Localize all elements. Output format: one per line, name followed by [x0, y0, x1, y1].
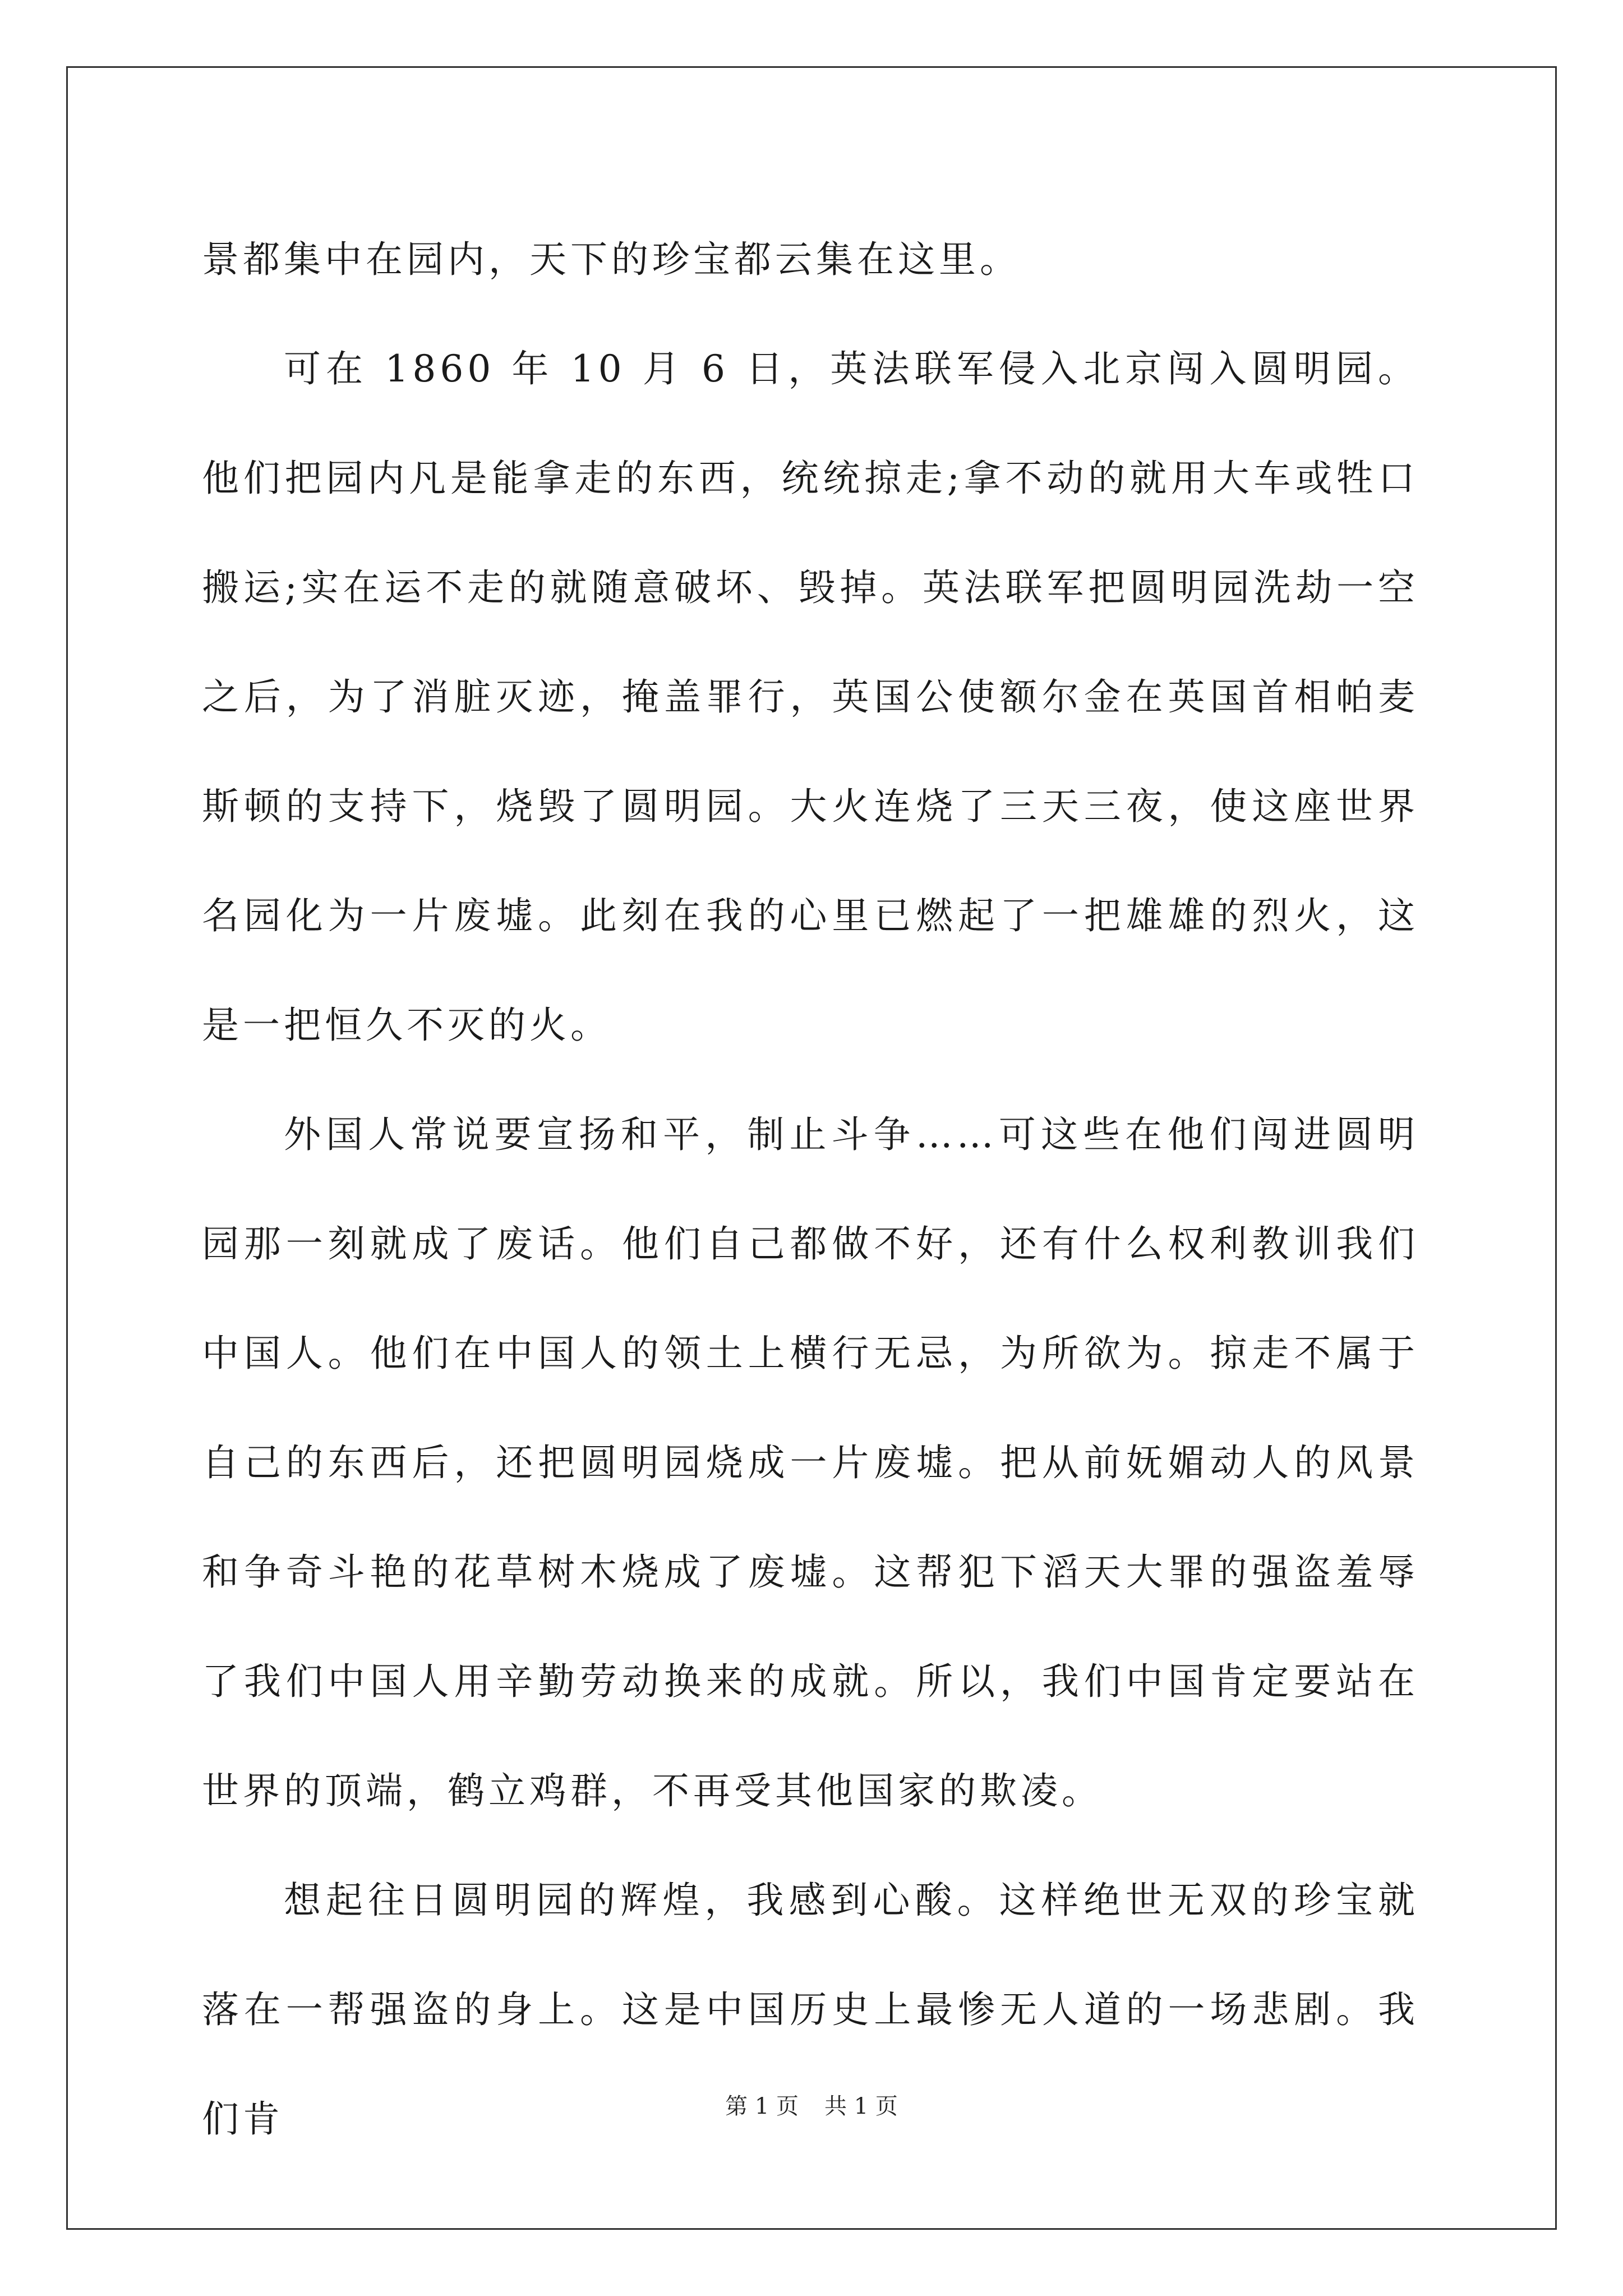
document-body	[202, 205, 1419, 2174]
paragraph: 想起往日圆明园的辉煌，我感到心酸。这样绝世无双的珍宝就落在一帮强盗的身上。这是中国历史上最惨无人道的一场悲剧。我们肯	[202, 1879, 1419, 2141]
paragraph: 景都集中在园内，天下的珍宝都云集在这里。	[202, 238, 1021, 281]
page-total: 共 1 页	[824, 2093, 898, 2119]
page-footer	[0, 2092, 1623, 2120]
paragraph: 可在 1860 年 10 月 6 日，英法联军侵入北京闯入圆明园。他们把园内凡是能拿走的东西，统统掠走;拿不动的就用大车或牲口搬运;实在运不走的就随意破坏、毁掉。英法联军把圆明园洗劫一空之后，为了消脏灭迹，掩盖罪行，英国公使额尔金在英国首相帕麦斯顿的支持下，烧毁了圆明园。大火连烧了三天三夜，使这座世界名园化为一片废墟。此刻在我的心里已燃起了一把雄雄的烈火，这是一把恒久不灭的火。	[202, 347, 1419, 1047]
page-number: 第 1 页	[725, 2093, 799, 2119]
paragraph: 外国人常说要宣扬和平，制止斗争……可这些在他们闯进圆明园那一刻就成了废话。他们自己都做不好，还有什么权利教训我们中国人。他们在中国人的领土上横行无忌，为所欲为。掠走不属于自己的东西后，还把圆明园烧成一片废墟。把从前妩媚动人的风景和争奇斗艳的花草树木烧成了废墟。这帮犯下滔天大罪的强盗羞辱了我们中国人用辛勤劳动换来的成就。所以，我们中国肯定要站在世界的顶端，鹤立鸡群，不再受其他国家的欺凌。	[202, 1113, 1419, 1812]
